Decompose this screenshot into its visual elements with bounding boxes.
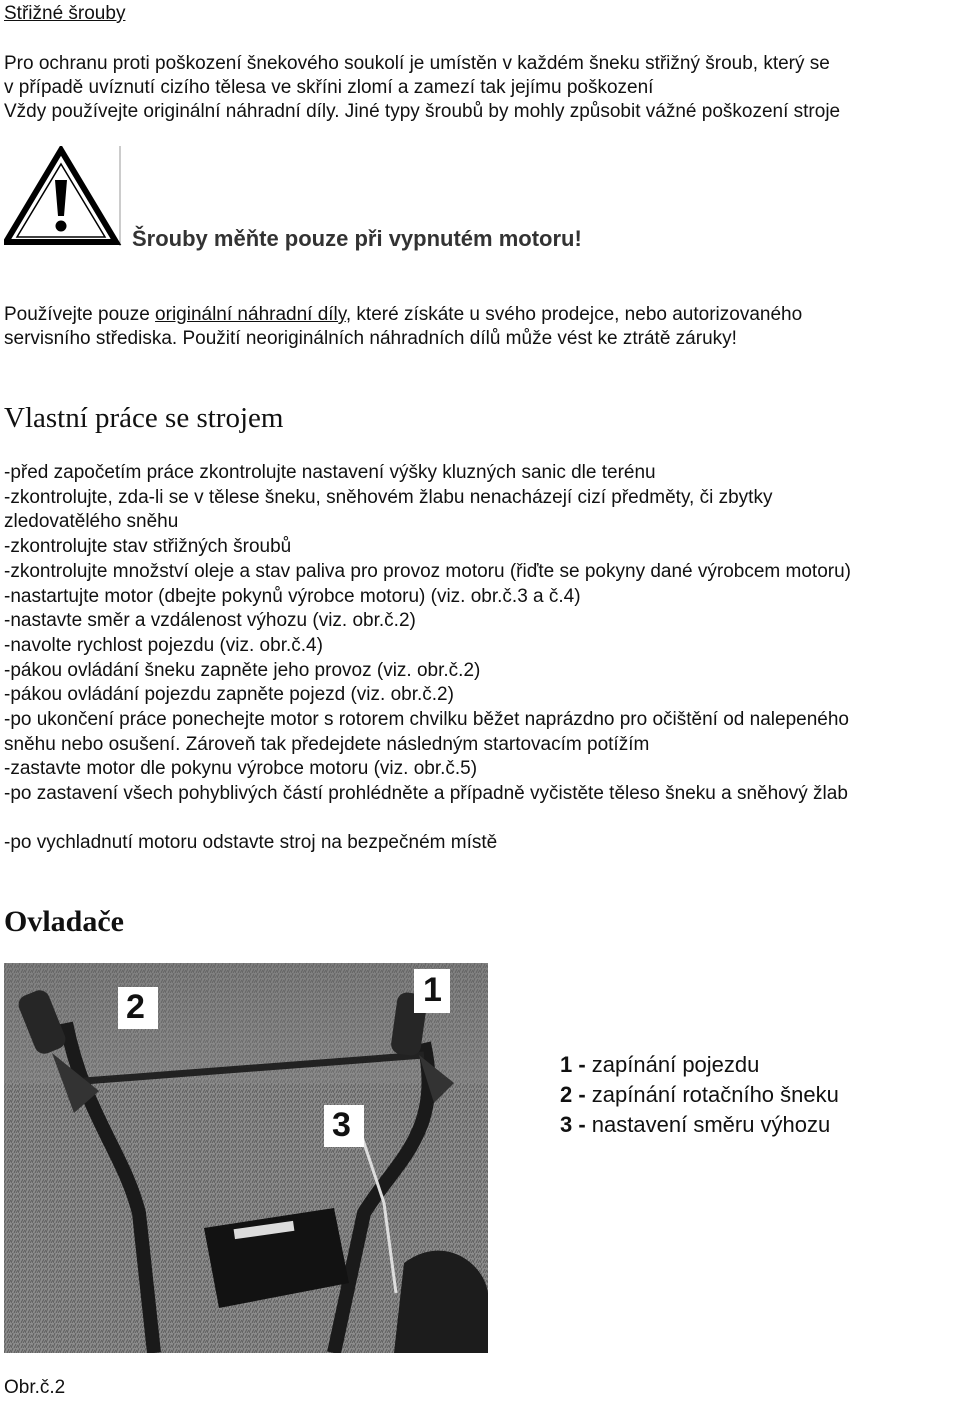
- list-item: -pákou ovládání šneku zapněte jeho provoz (viz. obr.č.2): [4, 660, 481, 681]
- legend-text: zapínání rotačního šneku: [585, 1082, 839, 1107]
- paragraph-line: servisního střediska. Použití neoriginálních náhradních dílů může vést ke ztrátě záruky!: [4, 328, 737, 349]
- list-item: -po ukončení práce ponechejte motor s rotorem chvilku běžet naprázdno pro očištění od nalepeného: [4, 709, 849, 730]
- legend-number: 2 -: [560, 1082, 586, 1107]
- warning-heading: Šrouby měňte pouze při vypnutém motoru!: [132, 226, 582, 251]
- legend-text: nastavení směru výhozu: [585, 1112, 831, 1137]
- list-item: sněhu nebo osušení. Zároveň tak předejdete následným startovacím potížím: [4, 734, 650, 755]
- paragraph-line: Vždy používejte originální náhradní díly. Jiné typy šroubů by mohly způsobit vážné poškození stroje: [4, 101, 841, 122]
- list-item: -pákou ovládání pojezdu zapněte pojezd (viz. obr.č.2): [4, 684, 454, 705]
- legend-item-3: [560, 1110, 830, 1140]
- list-item: -zkontrolujte, zda-li se v tělese šneku, sněhovém žlabu nenacházejí cizí předměty, či zbytky: [4, 487, 773, 508]
- photo-label-2: 2: [126, 988, 145, 1026]
- figure-caption: Obr.č.2: [4, 1377, 66, 1398]
- legend-item-2: [560, 1080, 839, 1110]
- section-title-shear-bolts: Střižné šrouby: [4, 3, 126, 24]
- legend-text: zapínání pojezdu: [585, 1052, 760, 1077]
- list-item: -před započetím práce zkontrolujte nastavení výšky kluzných sanic dle terénu: [4, 462, 656, 483]
- section-heading-own-work: Vlastní práce se strojem: [4, 402, 284, 434]
- text-segment: Používejte pouze: [4, 304, 156, 325]
- list-item: -navolte rychlost pojezdu (viz. obr.č.4): [4, 635, 323, 656]
- snowblower-controls-photo: [4, 963, 488, 1353]
- list-item: -nastavte směr a vzdálenost výhozu (viz. obr.č.2): [4, 610, 416, 631]
- list-item: -nastartujte motor (dbejte pokynů výrobce motoru) (viz. obr.č.3 a č.4): [4, 586, 581, 607]
- list-item: -po zastavení všech pohyblivých částí prohlédněte a případně vyčistěte těleso šneku a sněhový žlab: [4, 783, 848, 804]
- legend-number: 3 -: [560, 1112, 586, 1137]
- list-item: -zkontrolujte stav střižných šroubů: [4, 536, 292, 557]
- photo-label-1: 1: [423, 971, 442, 1009]
- photo-label-3: 3: [332, 1106, 351, 1144]
- list-item: -zastavte motor dle pokynu výrobce motoru (viz. obr.č.5): [4, 758, 478, 779]
- paragraph-line: Pro ochranu proti poškození šnekového soukolí je umístěn v každém šneku střižný šroub, který se: [4, 53, 830, 74]
- legend-number: 1 -: [560, 1052, 586, 1077]
- paragraph-line: [4, 303, 802, 327]
- list-item: -po vychladnutí motoru odstavte stroj na bezpečném místě: [4, 832, 498, 853]
- legend-item-1: [560, 1050, 759, 1080]
- warning-triangle-icon: [4, 146, 122, 246]
- list-item: zledovatělého sněhu: [4, 511, 179, 532]
- original-parts-link: originální náhradní díly: [155, 304, 346, 325]
- section-heading-controls: Ovladače: [4, 905, 124, 938]
- paragraph-line: v případě uvíznutí cizího tělesa ve skříni zlomí a zamezí tak jejímu poškození: [4, 77, 654, 98]
- text-segment: , které získáte u svého prodejce, nebo autorizovaného: [345, 304, 803, 325]
- list-item: -zkontrolujte množství oleje a stav paliva pro provoz motoru (řiďte se pokyny dané výrobcem motoru): [4, 561, 851, 582]
